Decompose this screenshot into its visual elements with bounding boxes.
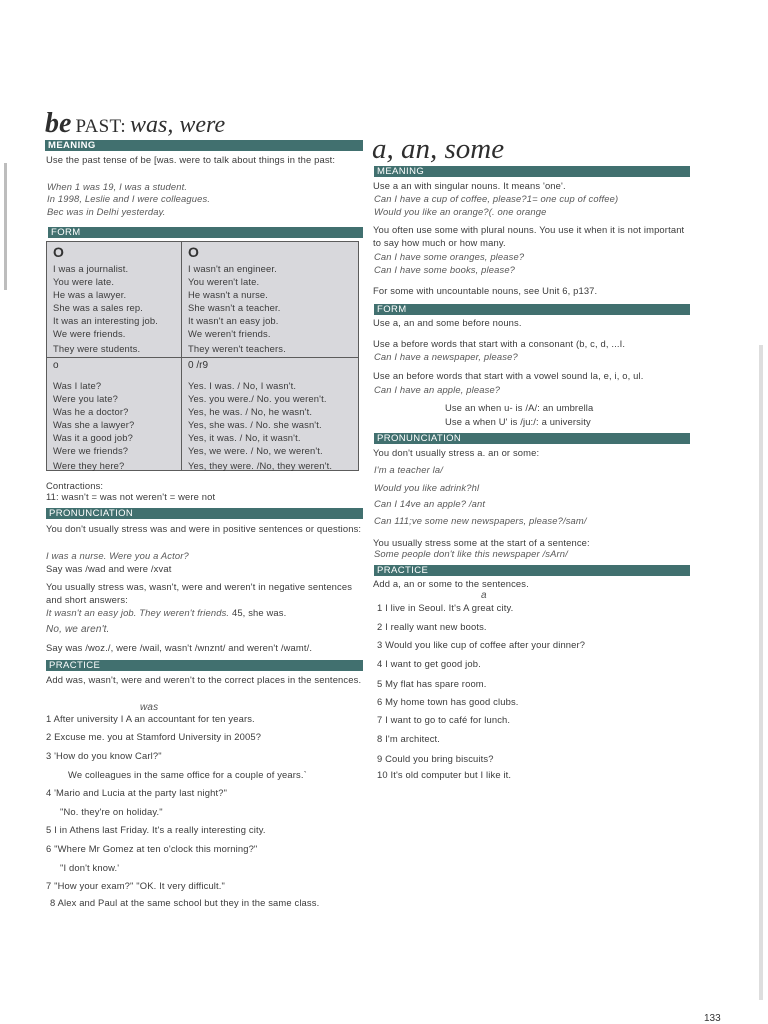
practice-heading: PRACTICE (46, 660, 363, 671)
meaning-example: When 1 was 19, I was a student. (47, 181, 188, 192)
pronunciation-example-tail: 45, she was. (231, 607, 287, 618)
form-rule: Use a when U' is /ju:/: a university (445, 416, 591, 427)
contractions-label: Contractions: (46, 480, 104, 491)
table-line: Were they here? (53, 460, 125, 471)
practice-item: 2 I really want new boots. (377, 621, 487, 632)
pronunciation-text: You usually stress some at the start of a sentence: (373, 537, 590, 548)
table-line: Was I late? (53, 380, 102, 391)
pronunciation-example: Can 111;ve some new newspapers, please?/sam/ (374, 515, 587, 526)
table-line: Yes, it was. / No, it wasn't. (188, 432, 301, 443)
practice-heading: PRACTICE (374, 565, 690, 576)
pronunciation-example: Can I 14ve an apple? /ant (374, 498, 486, 509)
meaning-example: Can I have some oranges, please? (374, 251, 525, 262)
meaning-example: Bec was in Delhi yesterday. (47, 206, 166, 217)
question-symbol: o (53, 360, 59, 371)
table-line: She wasn't a teacher. (188, 302, 281, 313)
table-line: Was she a lawyer? (53, 419, 135, 430)
practice-item: 1 After university I A an accountant for ten years. (46, 713, 255, 724)
practice-item: 3 'How do you know Carl?" (46, 750, 162, 761)
table-cell-short-answers (182, 358, 358, 470)
table-line: I wasn't an engineer. (188, 263, 277, 274)
form-example: Can I have an apple, please? (374, 384, 501, 395)
pronunciation-example: I was a nurse. Were you a Actor? (46, 550, 189, 561)
table-line: I was a journalist. (53, 263, 129, 274)
table-line: Were you late? (53, 393, 118, 404)
practice-item: 6 My home town has good clubs. (377, 696, 519, 707)
pronunciation-example: Some people don't like this newspaper /sArn/ (374, 548, 568, 559)
meaning-example: Would you like an orange?(. one orange (374, 206, 547, 217)
meaning-heading: MEANING (45, 140, 363, 151)
meaning-example: Can I have a cup of coffee, please?1= one cup of coffee) (374, 193, 619, 204)
practice-item: "No. they're on holiday." (60, 806, 163, 817)
meaning-heading: MEANING (374, 166, 690, 177)
table-line: Yes. I was. / No, I wasn't. (188, 380, 297, 391)
table-line: He was a lawyer. (53, 289, 127, 300)
pronunciation-example: No, we aren't. (46, 624, 110, 635)
practice-item: 7 "How your exam?" "OK. It very difficult." (46, 880, 226, 891)
practice-item: 6 "Where Mr Gomez at ten o'clock this morning?" (46, 843, 258, 854)
practice-item: 1 I live in Seoul. It's A great city. (377, 602, 514, 613)
form-text: Use a, an and some before nouns. (373, 317, 522, 328)
scan-edge-mark-left (4, 163, 7, 290)
pronunciation-heading: PRONUNCIATION (46, 508, 363, 519)
contractions-text: 11: wasn't = was not weren't = were not (46, 491, 216, 502)
table-line: They were students. (53, 343, 141, 354)
practice-instruction: Add a, an or some to the sentences. (373, 578, 529, 589)
meaning-text: You often use some with plural nouns. You use it when it is not important to say how much or how many. (373, 224, 685, 248)
pronunciation-example: I'm a teacher la/ (374, 464, 443, 475)
form-heading: FORM (374, 304, 690, 315)
negative-symbol: O (188, 244, 199, 260)
table-line: Yes, we were. / No, we weren't. (188, 445, 323, 456)
pronunciation-text: You usually stress was, wasn't, were and weren't in negative sentences and short answers: (46, 581, 353, 605)
pronunciation-text: You don't usually stress was and were in positive sentences or questions: (46, 523, 362, 534)
table-line: He wasn't a nurse. (188, 289, 269, 300)
practice-item: 9 Could you bring biscuits? (377, 753, 494, 764)
form-text: Use a before words that start with a consonant (b, c, d, ...I. (373, 338, 626, 349)
table-cell-negative (182, 242, 358, 358)
practice-item: 8 Alex and Paul at the same school but they in the same class. (50, 897, 320, 908)
table-line: They weren't teachers. (188, 343, 286, 354)
table-line: Was he a doctor? (53, 406, 129, 417)
table-line: Were we friends? (53, 445, 129, 456)
table-line: It was an interesting job. (53, 315, 158, 326)
table-line: Yes, she was. / No. she wasn't. (188, 419, 322, 430)
title-was-were: was, were (130, 112, 226, 138)
meaning-text: Use a an with singular nouns. It means 'one'. (373, 180, 566, 191)
section-title-be-past (45, 108, 225, 140)
title-past: PAST: (75, 116, 126, 137)
form-heading: FORM (48, 227, 363, 238)
form-text: Use an before words that start with a vowel sound la, e, i, o, ul. (373, 370, 644, 381)
table-line: Yes, he was. / No, he wasn't. (188, 406, 313, 417)
practice-item: 4 I want to get good job. (377, 658, 481, 669)
practice-item: 2 Excuse me. you at Stamford University in 2005? (46, 731, 262, 742)
practice-item: We colleagues in the same office for a couple of years.` (68, 769, 307, 780)
pronunciation-text: You don't usually stress a. an or some: (373, 447, 540, 458)
handwritten-answer: a (481, 590, 487, 601)
meaning-example: In 1998, Leslie and I were colleagues. (47, 193, 211, 204)
practice-instruction: Add was, wasn't, were and weren't to the correct places in the sentences. (46, 674, 362, 685)
pronunciation-example-line (46, 606, 286, 619)
handwritten-answer: was (140, 702, 159, 713)
scan-edge-mark-right (759, 345, 763, 1000)
page-number: 133 (704, 1013, 721, 1024)
table-line: Was it a good job? (53, 432, 134, 443)
practice-item: 5 I in Athens last Friday. It's a really interesting city. (46, 824, 266, 835)
table-line: We were friends. (53, 328, 126, 339)
practice-item: 8 I'm architect. (377, 733, 441, 744)
pronunciation-say: Say was /wad and were /xvat (46, 563, 172, 574)
table-line: It wasn't an easy job. (188, 315, 279, 326)
meaning-intro: Use the past tense of be [was. were to talk about things in the past: (46, 154, 336, 165)
table-line: Yes, they were. /No, they weren't. (188, 460, 333, 471)
pronunciation-example: It wasn't an easy job. They weren't friends. (46, 607, 230, 618)
table-line: Yes. you were./ No. you weren't. (188, 393, 327, 404)
pronunciation-heading: PRONUNCIATION (374, 433, 690, 444)
short-answer-symbol: 0 /r9 (188, 360, 209, 371)
practice-item: 7 I want to go to café for lunch. (377, 714, 511, 725)
form-rule: Use an when u- is /A/: an umbrella (445, 402, 594, 413)
table-cell-positive (47, 242, 182, 358)
pronunciation-say: Say was /woz./, were /wail, wasn't /wnznt/ and weren't /wamt/. (46, 642, 313, 653)
pronunciation-example: Would you like adrink?hl (374, 482, 480, 493)
practice-item: 3 Would you like cup of coffee after your dinner? (377, 639, 586, 650)
section-title-a-an-some: a, an, some (372, 133, 505, 165)
meaning-example: Can I have some books, please? (374, 264, 516, 275)
practice-item: 4 'Mario and Lucia at the party last night?" (46, 787, 228, 798)
practice-item: 5 My flat has spare room. (377, 678, 487, 689)
practice-item: "I don't know.' (60, 862, 120, 873)
practice-item: 10 It's old computer but I like it. (377, 769, 512, 780)
table-line: You were late. (53, 276, 115, 287)
table-line: You weren't late. (188, 276, 260, 287)
meaning-text: For some with uncountable nouns, see Unit 6, p137. (373, 285, 598, 296)
title-be: be (45, 108, 72, 139)
table-line: She was a sales rep. (53, 302, 144, 313)
positive-symbol: O (53, 244, 64, 260)
be-past-form-table (46, 241, 359, 471)
form-example: Can I have a newspaper, please? (374, 351, 518, 362)
table-line: We weren't friends. (188, 328, 271, 339)
table-cell-questions (47, 358, 182, 470)
